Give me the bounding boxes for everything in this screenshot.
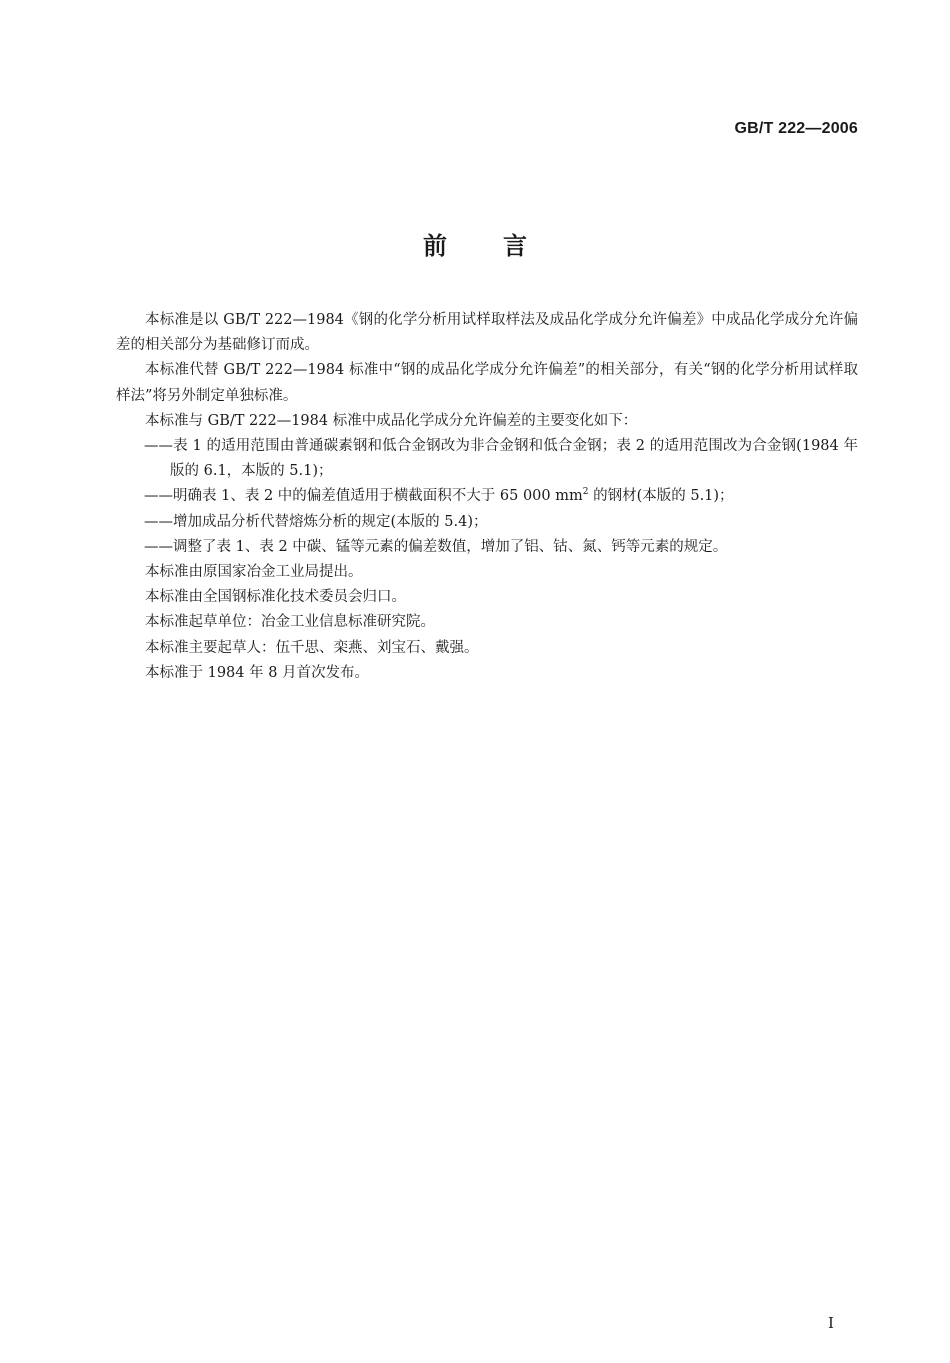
unit-superscript: 2 [582, 487, 589, 498]
standard-code: GB/T 222—2006 [734, 120, 858, 137]
page-number: I [828, 1314, 834, 1332]
change-item-text: ——明确表 1、表 2 中的偏差值适用于横截面积不大于 65 000 mm [144, 488, 583, 505]
section-title: 前言 [423, 232, 583, 260]
paragraph-drafters: 本标准主要起草人：伍千思、栾燕、刘宝石、戴强。 [145, 639, 479, 656]
paragraph-first-issued: 本标准于 1984 年 8 月首次发布。 [145, 664, 370, 681]
change-item-text-end: 的钢材(本版的 5.1)； [588, 488, 734, 505]
paragraph-replaces: 本标准代替 GB/T 222—1984 标准中“钢的成品化学成分允许偏差”的相关部分，有关“钢的化学分析用试样取样法”将另外制定单独标准。 [116, 362, 858, 404]
change-item-tolerance-values: ——调整了表 1、表 2 中碳、锰等元素的偏差数值，增加了铝、钴、氮、钙等元素的规定。 [144, 538, 728, 555]
foreword-body [116, 308, 858, 686]
change-item-product-analysis: ——增加成品分析代替熔炼分析的规定(本版的 5.4)； [144, 513, 488, 530]
paragraph-basis: 本标准是以 GB/T 222—1984《钢的化学分析用试样取样法及成品化学成分允许偏差》中成品化学成分允许偏差的相关部分为基础修订而成。 [116, 312, 858, 354]
paragraph-centralized-by: 本标准由全国钢标准化技术委员会归口。 [145, 589, 406, 606]
paragraph-drafting-unit: 本标准起草单位：冶金工业信息标准研究院。 [145, 614, 435, 631]
change-item-scope: ——表 1 的适用范围由普通碳素钢和低合金钢改为非合金钢和低合金钢；表 2 的适用范围改为合金钢(1984 年版的 6.1，本版的 5.1)； [144, 438, 858, 480]
change-item-cross-section [116, 484, 858, 509]
paragraph-changes-intro: 本标准与 GB/T 222—1984 标准中成品化学成分允许偏差的主要变化如下： [145, 412, 638, 429]
paragraph-proposed-by: 本标准由原国家冶金工业局提出。 [145, 564, 363, 581]
